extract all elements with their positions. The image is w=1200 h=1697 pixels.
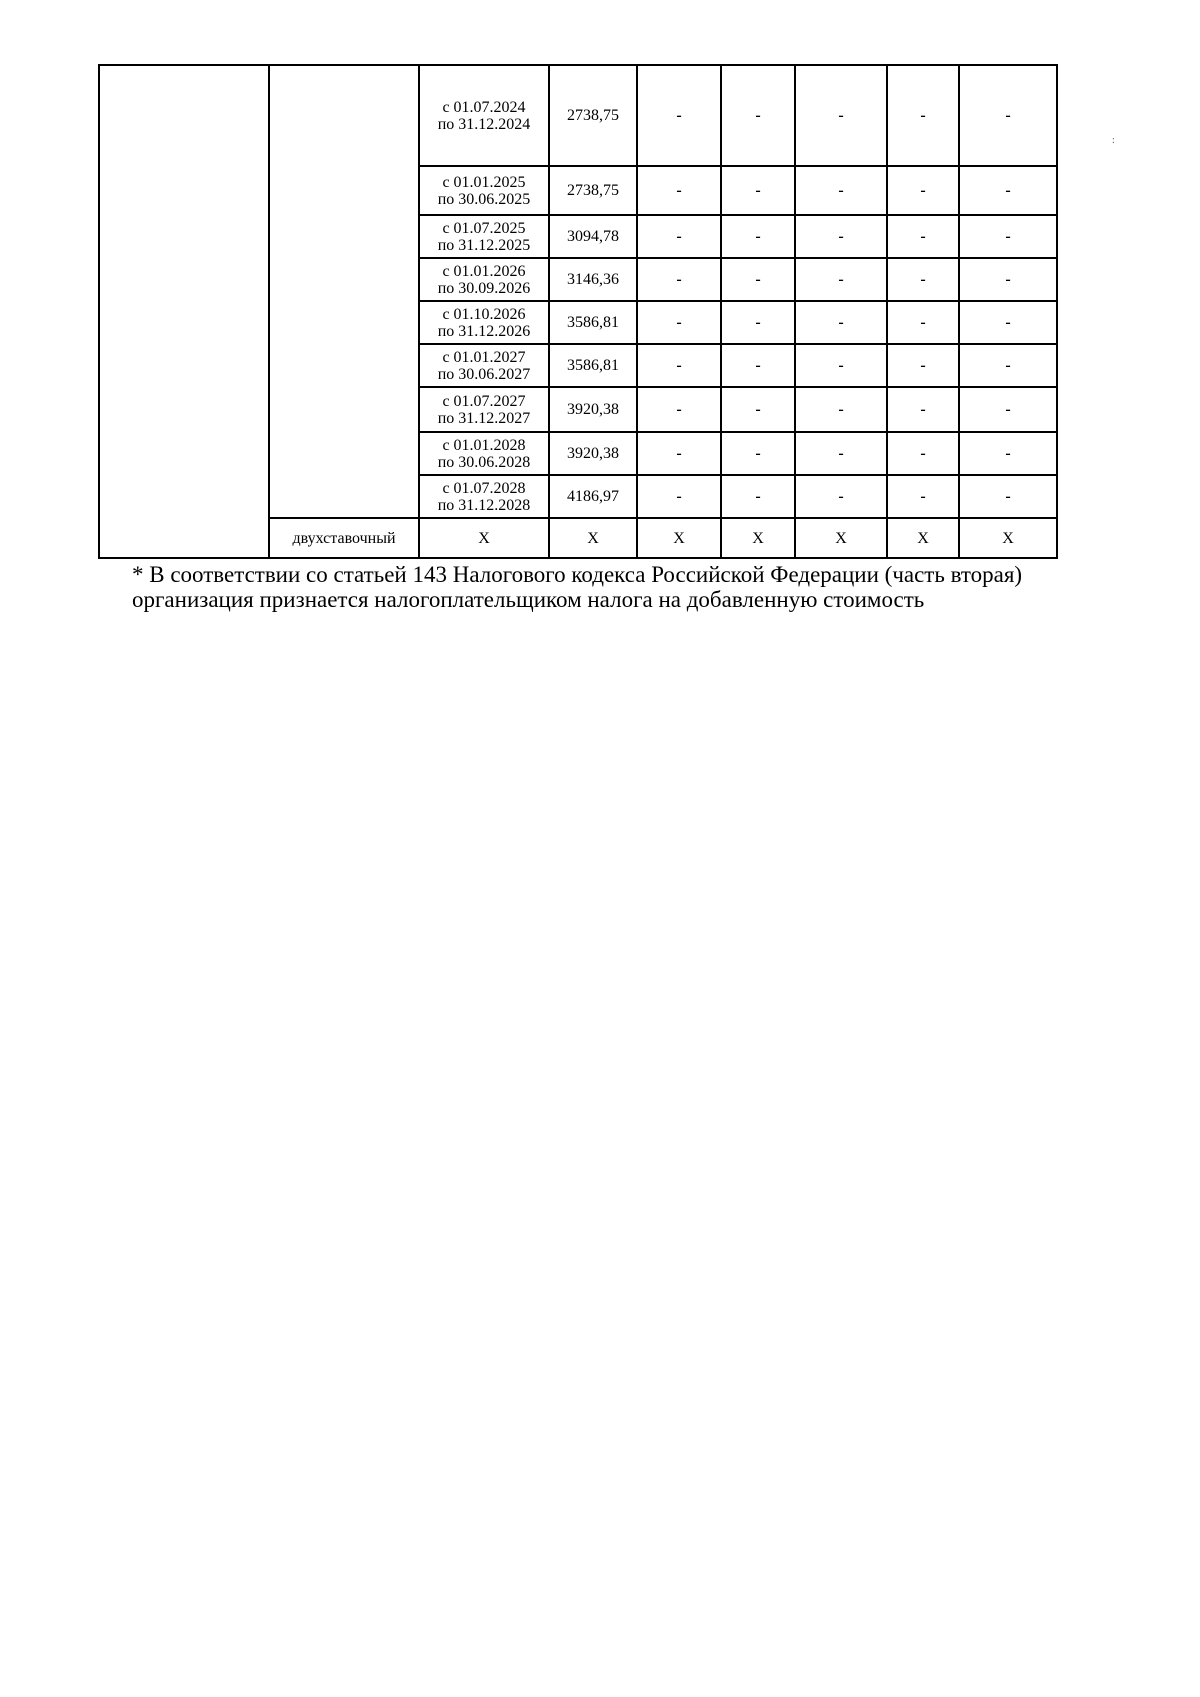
tariff-value-cell: 2738,75 bbox=[549, 65, 637, 166]
not-applicable-cell: Х bbox=[959, 518, 1057, 558]
empty-value-cell: - bbox=[637, 215, 721, 258]
empty-value-cell: - bbox=[887, 65, 959, 166]
period-to: по 31.12.2024 bbox=[437, 115, 531, 133]
empty-value-cell: - bbox=[721, 215, 795, 258]
empty-value-cell: - bbox=[959, 258, 1057, 301]
period-cell bbox=[419, 215, 549, 258]
empty-value-cell: - bbox=[887, 258, 959, 301]
empty-value-cell: - bbox=[959, 166, 1057, 215]
empty-value-cell: - bbox=[959, 215, 1057, 258]
empty-value-cell: - bbox=[887, 301, 959, 344]
tariff-value-cell: 3586,81 bbox=[549, 301, 637, 344]
empty-value-cell: - bbox=[795, 475, 887, 518]
empty-value-cell: - bbox=[637, 387, 721, 432]
empty-value-cell: - bbox=[721, 432, 795, 475]
empty-value-cell: - bbox=[637, 475, 721, 518]
empty-value-cell: - bbox=[721, 344, 795, 387]
empty-value-cell: - bbox=[721, 65, 795, 166]
empty-value-cell: - bbox=[637, 432, 721, 475]
period-cell bbox=[419, 344, 549, 387]
tariff-value-cell: 4186,97 bbox=[549, 475, 637, 518]
not-applicable-cell: Х bbox=[637, 518, 721, 558]
empty-value-cell: - bbox=[959, 432, 1057, 475]
period-to: по 31.12.2025 bbox=[437, 236, 531, 254]
empty-value-cell: - bbox=[637, 65, 721, 166]
empty-value-cell: - bbox=[887, 387, 959, 432]
tariff-type-cell-empty bbox=[269, 65, 419, 518]
period-cell bbox=[419, 258, 549, 301]
empty-value-cell: - bbox=[721, 387, 795, 432]
empty-value-cell: - bbox=[887, 166, 959, 215]
empty-value-cell: - bbox=[795, 215, 887, 258]
empty-value-cell: - bbox=[959, 475, 1057, 518]
period-from: с 01.10.2026 bbox=[442, 305, 526, 323]
tariff-value-cell: 3094,78 bbox=[549, 215, 637, 258]
empty-value-cell: - bbox=[721, 258, 795, 301]
empty-value-cell: - bbox=[795, 432, 887, 475]
tariff-value-cell: 3920,38 bbox=[549, 432, 637, 475]
not-applicable-cell: Х bbox=[795, 518, 887, 558]
period-cell bbox=[419, 432, 549, 475]
empty-value-cell: - bbox=[795, 301, 887, 344]
empty-value-cell: - bbox=[637, 301, 721, 344]
empty-value-cell: - bbox=[795, 344, 887, 387]
tariff-row bbox=[99, 65, 1057, 166]
empty-value-cell: - bbox=[637, 166, 721, 215]
period-to: по 31.12.2028 bbox=[437, 496, 531, 514]
empty-value-cell: - bbox=[887, 215, 959, 258]
not-applicable-cell: Х bbox=[887, 518, 959, 558]
period-to: по 31.12.2027 bbox=[437, 409, 531, 427]
period-from: с 01.07.2024 bbox=[442, 98, 526, 116]
empty-value-cell: - bbox=[795, 387, 887, 432]
empty-value-cell: - bbox=[721, 166, 795, 215]
period-to: по 30.06.2027 bbox=[437, 365, 531, 383]
tariff-table-body bbox=[99, 65, 1057, 558]
empty-value-cell: - bbox=[959, 387, 1057, 432]
not-applicable-cell: Х bbox=[549, 518, 637, 558]
empty-value-cell: - bbox=[959, 301, 1057, 344]
empty-value-cell: - bbox=[795, 258, 887, 301]
tariff-value-cell: 3920,38 bbox=[549, 387, 637, 432]
period-cell bbox=[419, 166, 549, 215]
period-cell bbox=[419, 387, 549, 432]
scan-mark: : bbox=[1112, 135, 1115, 146]
footnote bbox=[132, 562, 1132, 612]
not-applicable-cell: Х bbox=[419, 518, 549, 558]
period-to: по 30.06.2028 bbox=[437, 453, 531, 471]
not-applicable-cell: Х bbox=[721, 518, 795, 558]
period-from: с 01.07.2028 bbox=[442, 479, 526, 497]
period-from: с 01.01.2027 bbox=[442, 348, 526, 366]
period-cell bbox=[419, 475, 549, 518]
empty-value-cell: - bbox=[637, 258, 721, 301]
empty-value-cell: - bbox=[795, 65, 887, 166]
empty-value-cell: - bbox=[887, 432, 959, 475]
tariff-value-cell: 3586,81 bbox=[549, 344, 637, 387]
footnote-line-1: * В соответствии со статьей 143 Налогового кодекса Российской Федерации (часть вторая) bbox=[132, 562, 1023, 587]
period-from: с 01.01.2028 bbox=[442, 436, 526, 454]
empty-value-cell: - bbox=[887, 475, 959, 518]
period-cell bbox=[419, 65, 549, 166]
period-to: по 31.12.2026 bbox=[437, 322, 531, 340]
empty-value-cell: - bbox=[959, 65, 1057, 166]
empty-value-cell: - bbox=[795, 166, 887, 215]
empty-value-cell: - bbox=[721, 301, 795, 344]
period-from: с 01.01.2025 bbox=[442, 173, 526, 191]
group-cell-empty bbox=[99, 65, 269, 558]
period-from: с 01.07.2025 bbox=[442, 219, 526, 237]
tariff-table bbox=[98, 64, 1058, 559]
period-from: с 01.07.2027 bbox=[442, 392, 526, 410]
empty-value-cell: - bbox=[959, 344, 1057, 387]
footnote-line-2: организация признается налогоплательщиком налога на добавленную стоимость bbox=[132, 587, 925, 612]
tariff-value-cell: 2738,75 bbox=[549, 166, 637, 215]
period-from: с 01.01.2026 bbox=[442, 262, 526, 280]
tariff-type-label: двухставочный bbox=[269, 518, 419, 558]
empty-value-cell: - bbox=[721, 475, 795, 518]
tariff-value-cell: 3146,36 bbox=[549, 258, 637, 301]
empty-value-cell: - bbox=[887, 344, 959, 387]
period-to: по 30.09.2026 bbox=[437, 279, 531, 297]
period-cell bbox=[419, 301, 549, 344]
empty-value-cell: - bbox=[637, 344, 721, 387]
period-to: по 30.06.2025 bbox=[437, 190, 531, 208]
